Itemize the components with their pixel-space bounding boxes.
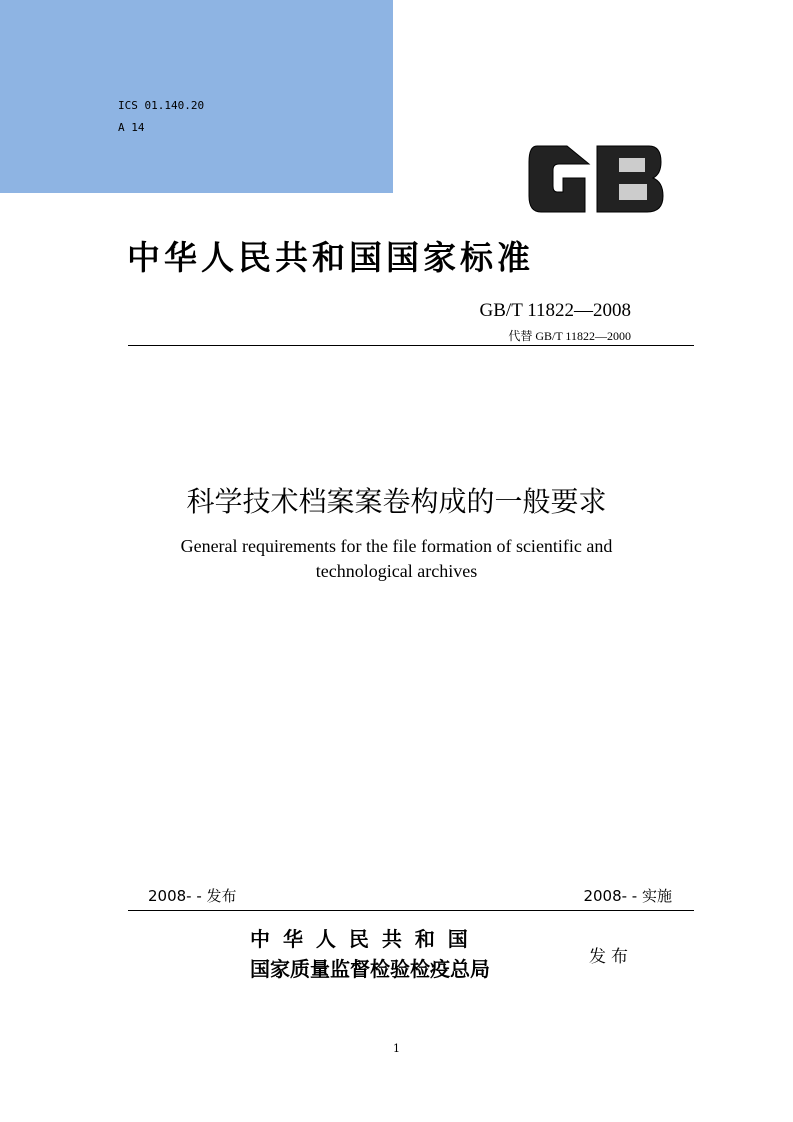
national-standard-title: 中华人民共和国国家标准 — [127, 238, 534, 277]
document-title-en-2: technological archives — [315, 561, 478, 581]
issuer-line-1: 中 华 人 民 共 和 国 — [250, 927, 471, 951]
document-title-en-1: General requirements for the file formation of scientific and — [180, 536, 613, 556]
document-title-cn: 科学技术档案案卷构成的一般要求 — [186, 485, 607, 518]
replaces-code: 代替 GB/T 11822—2000 — [508, 329, 631, 343]
header-block — [0, 0, 393, 193]
issuer-line-2: 国家质量监督检验检疫总局 — [250, 957, 490, 981]
issue-label: 发布 — [589, 947, 633, 967]
divider — [128, 910, 694, 911]
divider — [128, 345, 694, 346]
ics-code: ICS 01.140.20 — [118, 99, 205, 112]
ccs-code: A 14 — [118, 121, 145, 134]
page-number: 1 — [393, 1042, 400, 1055]
effective-date: 2008- - 实施 — [583, 887, 672, 905]
issue-date: 2008- - 发布 — [148, 887, 237, 905]
gb-logo — [527, 142, 664, 216]
standard-code: GB/T 11822—2008 — [479, 300, 631, 321]
